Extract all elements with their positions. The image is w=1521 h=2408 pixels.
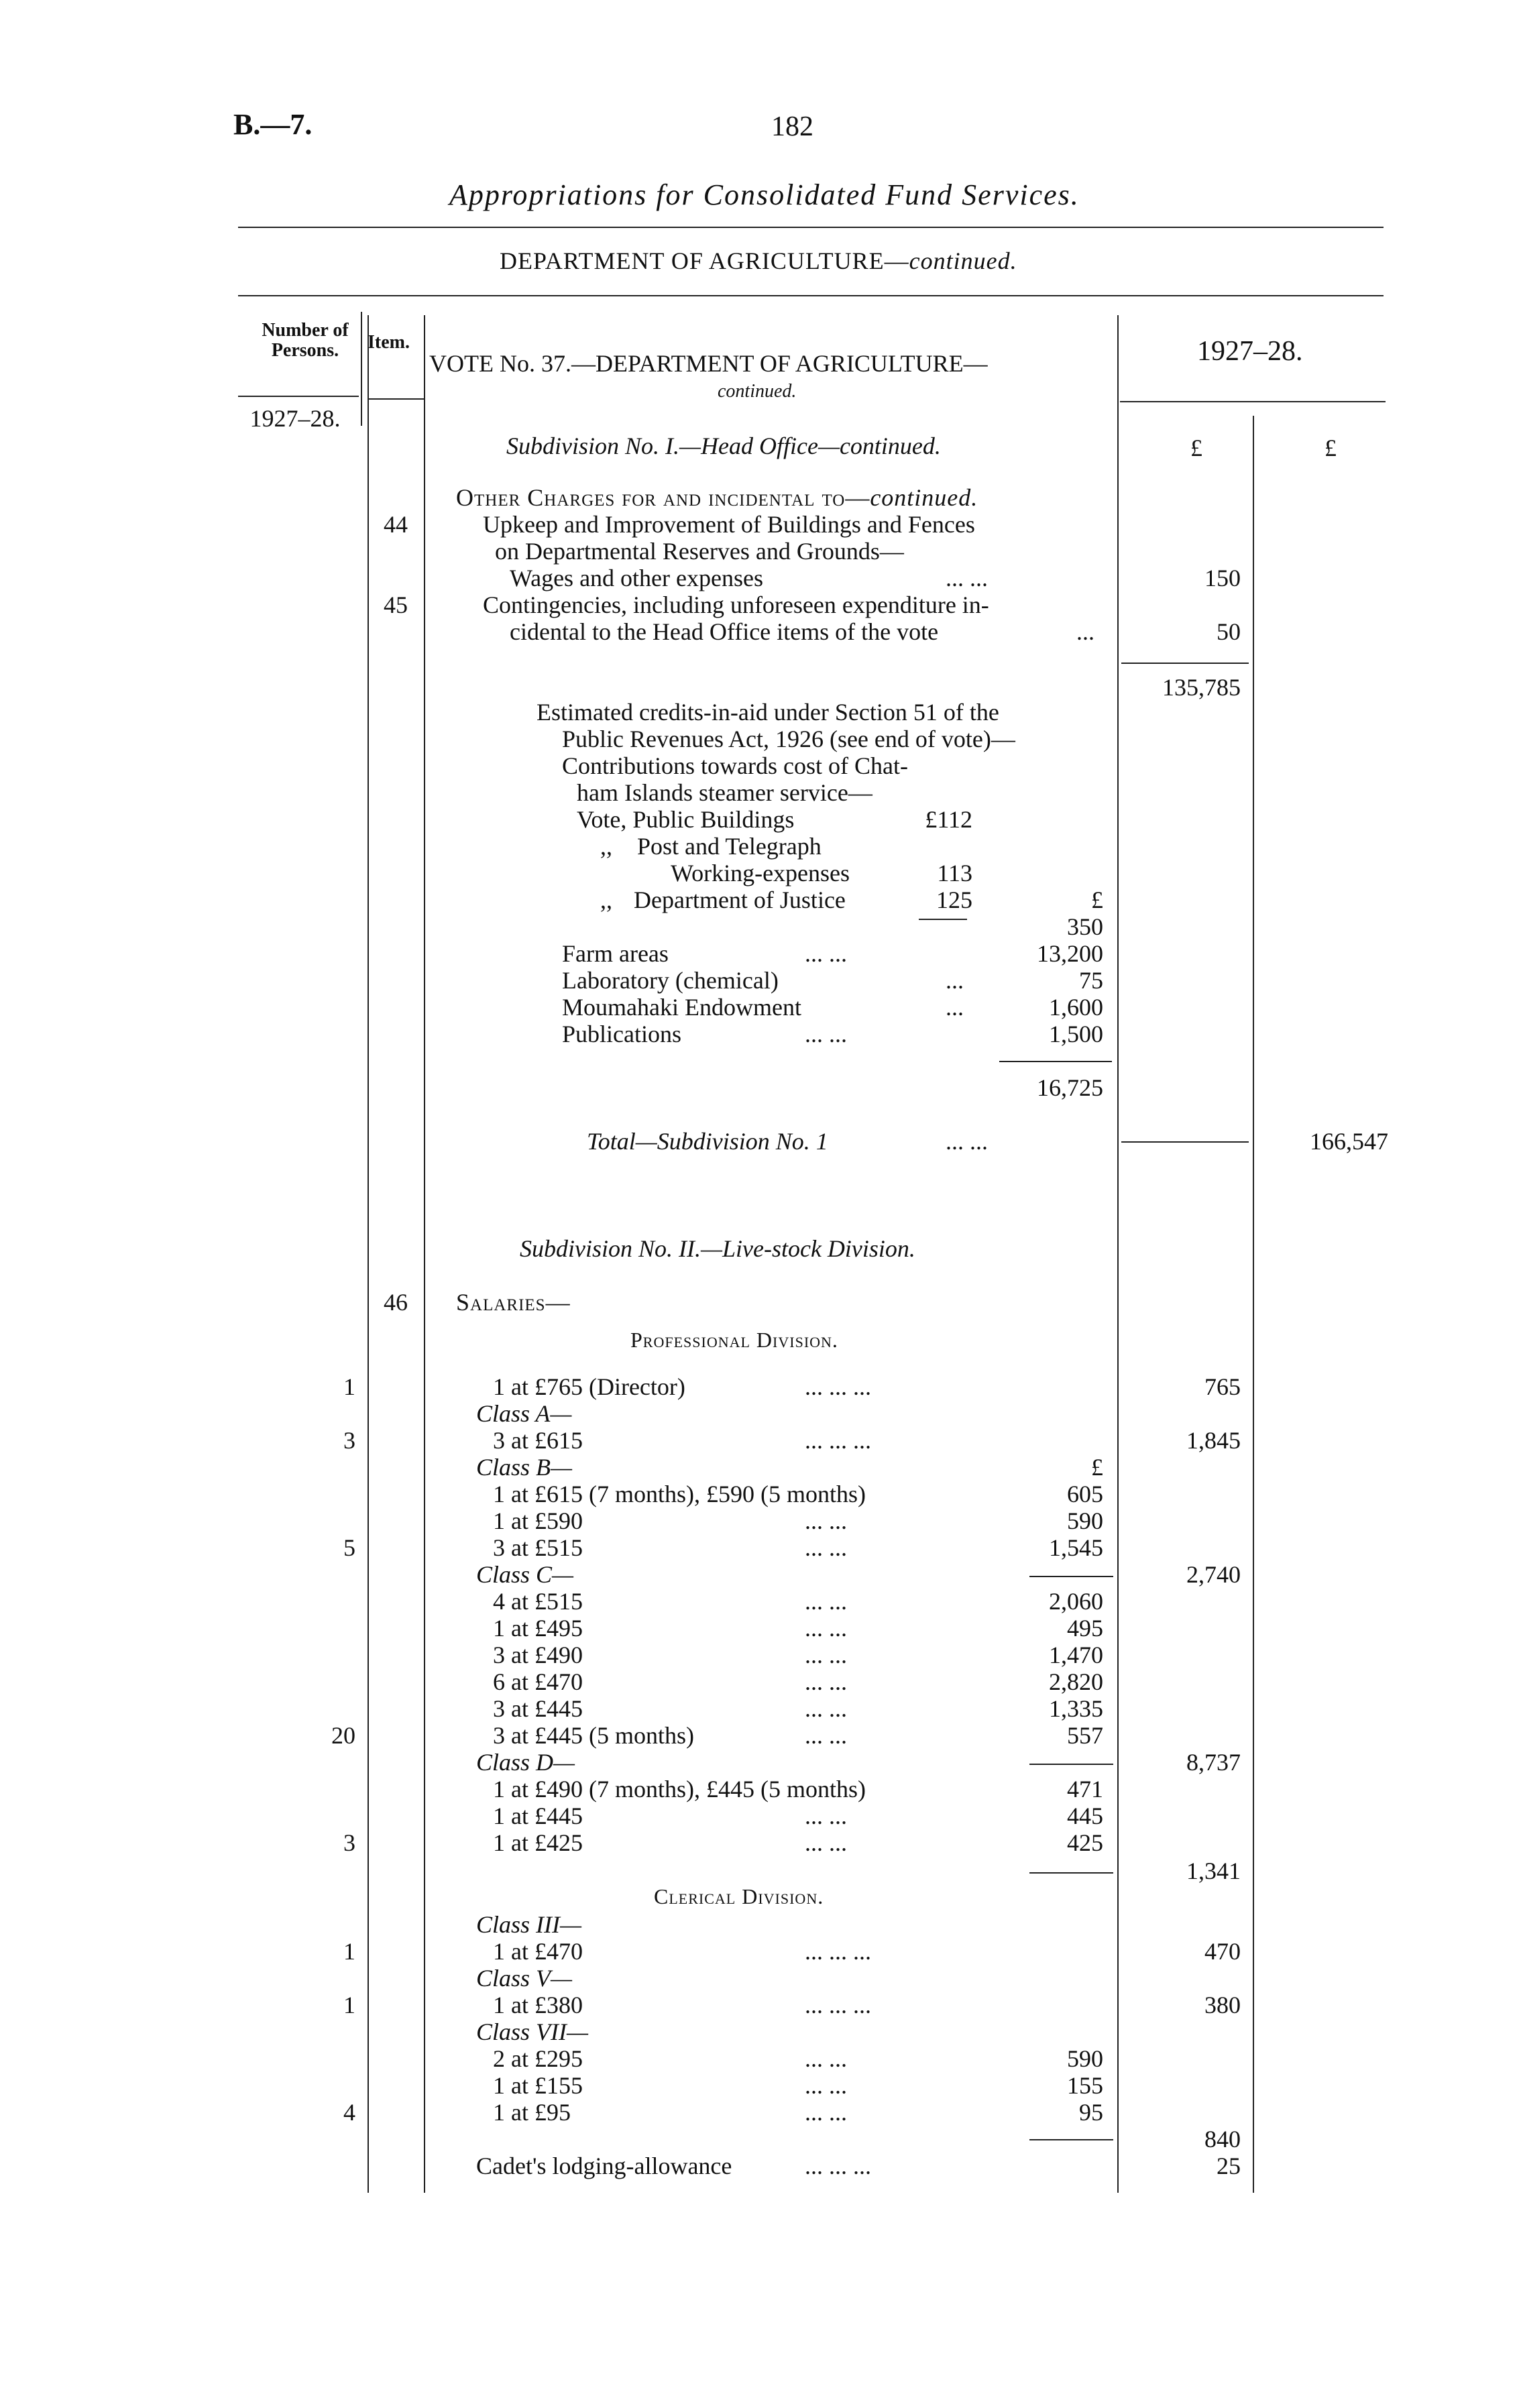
leader-dots: ... ... ...: [805, 1373, 871, 1400]
persons-count: 3: [343, 1829, 355, 1856]
leader-dots: ... ...: [805, 2072, 847, 2099]
contingencies-amount: 50: [1217, 618, 1241, 645]
lab-amount: 75: [1079, 967, 1103, 994]
class-b-rule: [1029, 1576, 1113, 1577]
salary-line-label: Class C—: [476, 1561, 574, 1588]
amount-col-line: [1253, 416, 1254, 2193]
credits-line-2: Public Revenues Act, 1926 (see end of vote)—: [562, 726, 1015, 752]
salary-line-label: 1 at £495: [493, 1615, 583, 1642]
wages-amount: 150: [1204, 565, 1241, 591]
contingencies-line-2: cidental to the Head Office items of the vote: [510, 618, 939, 645]
total-sub1-amount: 166,547: [1310, 1128, 1388, 1155]
ditto-mark-2: ,,: [600, 886, 612, 913]
salary-line-label: 1 at £155: [493, 2072, 583, 2099]
salary-line-label: 3 at £615: [493, 1427, 583, 1454]
farm-dots: ... ...: [805, 940, 847, 967]
vote-public-buildings: Vote, Public Buildings: [577, 806, 795, 833]
page-number: 182: [771, 111, 813, 142]
salary-line-label: 2 at £295: [493, 2045, 583, 2072]
class-vii-rule: [1029, 2139, 1113, 2140]
credits-total: 16,725: [1037, 1074, 1103, 1101]
cadet-amount: 25: [1217, 2153, 1241, 2179]
inner-amount: 557: [1067, 1722, 1103, 1749]
year-rule: [1120, 401, 1386, 402]
pub-dots: ... ...: [805, 1021, 847, 1047]
inner-amount: 605: [1067, 1481, 1103, 1507]
salary-line-label: 1 at £615 (7 months), £590 (5 months): [493, 1481, 866, 1507]
salary-line-label: Class B—: [476, 1454, 573, 1481]
mou-amount: 1,600: [1049, 994, 1103, 1021]
contrib-line-2: ham Islands steamer service—: [577, 779, 872, 806]
persons-count: 5: [343, 1534, 355, 1561]
inner-amount-col-line: [1117, 315, 1119, 2193]
class-vii-total: 840: [1204, 2126, 1241, 2153]
salary-line-label: 1 at £590: [493, 1507, 583, 1534]
inner-amount: 1,335: [1049, 1695, 1103, 1722]
inner-amount: 2,820: [1049, 1668, 1103, 1695]
inner-amount: 590: [1067, 2045, 1103, 2072]
subtotal-rule: [1121, 663, 1249, 664]
lab-dots: ...: [946, 967, 964, 994]
contrib-line-1: Contributions towards cost of Chat-: [562, 752, 908, 779]
salary-line-label: Class VII—: [476, 2018, 589, 2045]
leader-dots: ... ... ...: [805, 1427, 871, 1454]
inner-amount: 425: [1067, 1829, 1103, 1856]
vote-title: VOTE No. 37.—DEPARTMENT OF AGRICULTURE—: [429, 350, 988, 377]
salary-line-label: 3 at £490: [493, 1642, 583, 1668]
class-c-rule: [1029, 1764, 1113, 1765]
inner-amount: 445: [1067, 1802, 1103, 1829]
salary-line-label: Class III—: [476, 1911, 582, 1938]
salary-line-label: 3 at £515: [493, 1534, 583, 1561]
contrib-rule: [919, 919, 967, 920]
leader-dots: ... ...: [805, 1588, 847, 1615]
clerical-division-heading: Clerical Division.: [654, 1884, 824, 1908]
salary-line-label: 3 at £445: [493, 1695, 583, 1722]
item-45: 45: [384, 591, 408, 618]
sub2-heading: Subdivision No. II.—Live-stock Division.: [520, 1235, 915, 1262]
leader-dots: ... ... ...: [805, 1938, 871, 1965]
outer-amount: 765: [1204, 1373, 1241, 1400]
persons-count: 1: [343, 1992, 355, 2018]
farm-amount: 13,200: [1037, 940, 1103, 967]
salaries-heading: Salaries—: [456, 1289, 571, 1316]
sub1-subtotal: 135,785: [1162, 674, 1241, 701]
contrib-total: 350: [1067, 913, 1103, 940]
inner-amount: 155: [1067, 2072, 1103, 2099]
leader-dots: ... ...: [805, 1507, 847, 1534]
moumahaki: Moumahaki Endowment: [562, 994, 801, 1021]
leader-dots: ... ...: [805, 1695, 847, 1722]
col-pound-2: £: [1325, 435, 1337, 461]
outer-amount: 8,737: [1186, 1749, 1241, 1776]
col-number-of-persons: Number of Persons.: [262, 320, 349, 361]
salary-line-label: 1 at £765 (Director): [493, 1373, 685, 1400]
persons-count: 1: [343, 1938, 355, 1965]
leader-dots: ... ...: [805, 2045, 847, 2072]
contingencies-line-1: Contingencies, including unforeseen expenditure in-: [483, 591, 989, 618]
leader-dots: ... ... ...: [805, 1992, 871, 2018]
professional-division-heading: Professional Division.: [630, 1328, 838, 1352]
publications: Publications: [562, 1021, 681, 1047]
credits-rule: [999, 1061, 1112, 1062]
persons-count: 1: [343, 1373, 355, 1400]
salary-line-label: 1 at £470: [493, 1938, 583, 1965]
salary-line-label: Class A—: [476, 1400, 572, 1427]
col-pound-1: £: [1190, 435, 1202, 461]
salary-line-label: 4 at £515: [493, 1588, 583, 1615]
wages-label: Wages and other expenses: [510, 565, 763, 591]
persons-count: 4: [343, 2099, 355, 2126]
total-sub1-dots: ... ...: [946, 1128, 988, 1155]
col-year: 1927–28.: [1197, 336, 1303, 367]
inner-amount: 471: [1067, 1776, 1103, 1802]
header-rule: [238, 227, 1384, 228]
post-telegraph-amount: 113: [937, 860, 972, 886]
salary-line-label: Class D—: [476, 1749, 575, 1776]
post-telegraph-line-1: Post and Telegraph: [637, 833, 822, 860]
outer-amount: 470: [1204, 1938, 1241, 1965]
salary-line-label: 1 at £95: [493, 2099, 571, 2126]
inner-amount: £: [1091, 1454, 1103, 1481]
cadet-allowance: Cadet's lodging-allowance: [476, 2153, 732, 2179]
inner-amount: 1,545: [1049, 1534, 1103, 1561]
total-dash-rule: [1121, 1141, 1249, 1143]
mou-dots: ...: [946, 994, 964, 1021]
class-d-rule: [1029, 1872, 1113, 1874]
item-col-line-right: [424, 315, 425, 2193]
salary-line-label: 6 at £470: [493, 1668, 583, 1695]
contingencies-dots: ...: [1076, 618, 1094, 645]
salary-line-label: 1 at £380: [493, 1992, 583, 2018]
inner-amount: 2,060: [1049, 1588, 1103, 1615]
persons-rule: [238, 396, 359, 397]
inner-pound-sign: £: [1091, 886, 1103, 913]
leader-dots: ... ...: [805, 1534, 847, 1561]
leader-dots: ... ...: [805, 1829, 847, 1856]
wages-dots: ... ...: [946, 565, 988, 591]
post-telegraph-line-2: Working-expenses: [671, 860, 850, 886]
outer-amount: 380: [1204, 1992, 1241, 2018]
page-title: Appropriations for Consolidated Fund Services.: [449, 178, 1080, 211]
inner-amount: 590: [1067, 1507, 1103, 1534]
persons-count: 3: [343, 1427, 355, 1454]
cadet-dots: ... ... ...: [805, 2153, 871, 2179]
department-heading: DEPARTMENT OF AGRICULTURE—continued.: [500, 247, 1017, 274]
table-top-rule: [238, 295, 1384, 296]
item-44: 44: [384, 511, 408, 538]
persons-count: 20: [331, 1722, 355, 1749]
col-item: Item.: [368, 332, 410, 353]
outer-amount: 2,740: [1186, 1561, 1241, 1588]
inner-amount: 95: [1079, 2099, 1103, 2126]
salary-line-label: 3 at £445 (5 months): [493, 1722, 694, 1749]
item-col-line-left: [368, 315, 369, 2193]
item-rule: [368, 398, 424, 400]
total-sub1-label: Total—Subdivision No. 1: [587, 1128, 828, 1155]
item-46: 46: [384, 1289, 408, 1316]
class-d-total: 1,341: [1186, 1857, 1241, 1884]
leader-dots: ... ...: [805, 1642, 847, 1668]
inner-amount: 495: [1067, 1615, 1103, 1642]
vote-public-buildings-amount: £112: [925, 806, 972, 833]
ditto-mark-1: ,,: [600, 833, 612, 860]
leader-dots: ... ...: [805, 1722, 847, 1749]
sub1-heading: Subdivision No. I.—Head Office—continued.: [506, 433, 941, 459]
other-charges-heading: Other Charges for and incidental to—continued.: [456, 484, 978, 511]
salary-line-label: 1 at £490 (7 months), £445 (5 months): [493, 1776, 866, 1802]
leader-dots: ... ...: [805, 1615, 847, 1642]
dept-justice: Department of Justice: [634, 886, 846, 913]
outer-amount: 1,845: [1186, 1427, 1241, 1454]
upkeep-line-2: on Departmental Reserves and Grounds—: [495, 538, 904, 565]
inner-amount: 1,470: [1049, 1642, 1103, 1668]
persons-year: 1927–28.: [249, 405, 341, 432]
pub-amount: 1,500: [1049, 1021, 1103, 1047]
leader-dots: ... ...: [805, 1668, 847, 1695]
report-reference: B.—7.: [233, 108, 313, 141]
credits-line-1: Estimated credits-in-aid under Section 51 of the: [537, 699, 999, 726]
persons-col-line: [361, 312, 362, 426]
leader-dots: ... ...: [805, 1802, 847, 1829]
upkeep-line-1: Upkeep and Improvement of Buildings and Fences: [483, 511, 975, 538]
leader-dots: ... ...: [805, 2099, 847, 2126]
dept-justice-amount: 125: [936, 886, 972, 913]
salary-line-label: Class V—: [476, 1965, 573, 1992]
vote-title-cont: continued.: [718, 381, 797, 402]
salary-line-label: 1 at £445: [493, 1802, 583, 1829]
farm-areas: Farm areas: [562, 940, 669, 967]
laboratory: Laboratory (chemical): [562, 967, 779, 994]
salary-line-label: 1 at £425: [493, 1829, 583, 1856]
